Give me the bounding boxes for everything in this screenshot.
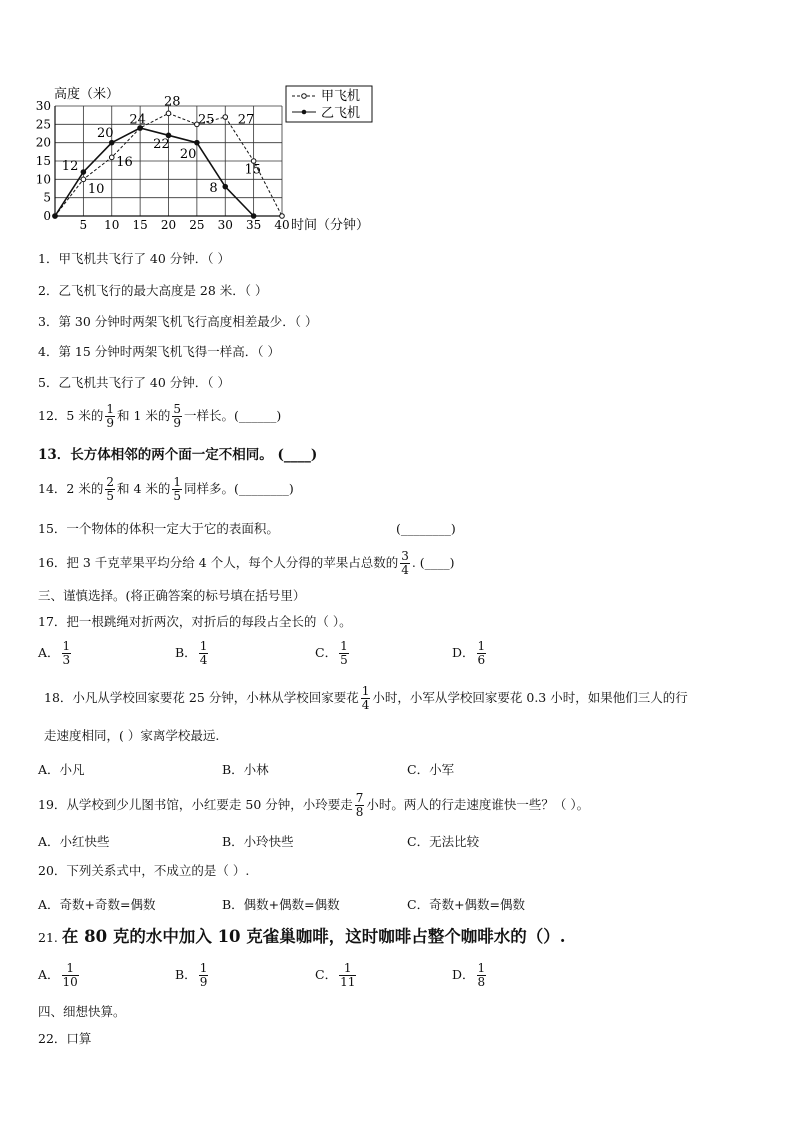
chart-legend [286, 86, 372, 122]
data-point-yi [195, 140, 200, 145]
question-16: 16．把 3 千克苹果平均分给 4 个人，每个人分得的苹果占总数的 $\frac{3}{4}$ . (____) [38, 549, 455, 577]
question-1: 1．甲飞机共飞行了 40 分钟．（ ） [38, 251, 231, 266]
y-tick-label: 10 [35, 172, 51, 187]
x-tick-label: 40 [274, 218, 290, 232]
x-tick-label: 20 [160, 218, 177, 232]
x-tick-label: 25 [189, 218, 205, 232]
question-13: 13．长方体相邻的两个面一定不相同。 (____) [38, 447, 318, 463]
q20-option-c: C．奇数+偶数=偶数 [407, 897, 526, 912]
q21-option-b: B． $\frac{1}{9}$ [175, 961, 208, 989]
q18-option-b: B．小林 [222, 762, 269, 777]
question-15-blank: (________) [396, 521, 456, 536]
data-point-jia [280, 214, 285, 219]
question-15: 15．一个物体的体积一定大于它的表面积。 [38, 521, 279, 536]
q17-option-b: B． $\frac{1}{4}$ [175, 639, 208, 667]
q18-option-c: C．小军 [407, 762, 455, 777]
x-tick-label: 15 [132, 218, 148, 232]
y-tick-label: 15 [35, 154, 51, 168]
q17-option-a: A． $\frac{1}{3}$ [38, 639, 71, 667]
point-value-label: 22 [153, 136, 170, 152]
question-5: 5．乙飞机共飞行了 40 分钟．（ ） [38, 375, 231, 390]
data-point-yi [223, 184, 228, 189]
y-tick-label: 5 [43, 190, 51, 205]
x-axis-label: 时间（分钟） [291, 218, 370, 233]
point-value-label: 12 [61, 158, 79, 174]
q18-option-a: A．小凡 [38, 762, 85, 777]
point-value-label: 24 [129, 112, 146, 128]
question-22: 22．口算 [38, 1031, 92, 1046]
point-value-label: 28 [163, 94, 181, 110]
altitude-line-chart [30, 84, 390, 236]
question-12: 12．5 米的 $\frac{1}{9}$ 和 1 米的 $\frac{5}{9}$ 一样长。(______) [38, 402, 282, 430]
x-tick-label: 35 [245, 218, 262, 232]
question-14: 14．2 米的 $\frac{2}{5}$ 和 4 米的 $\frac{1}{5}$ 同样多。(________) [38, 475, 294, 503]
data-point-jia [81, 177, 86, 182]
point-value-label: 15 [244, 162, 262, 178]
q19-option-c: C．无法比较 [407, 834, 480, 849]
fraction: $\frac{1}{4}$ [361, 684, 370, 712]
x-tick-label: 5 [79, 218, 88, 232]
question-21: 21. 在 80 克的水中加入 10 克雀巢咖啡，这时咖啡占整个咖啡水的（）. [38, 927, 566, 946]
question-18: 18．小凡从学校回家要花 25 分钟，小林从学校回家要花 $\frac{1}{4}$ 小时，小军从学校回家要花 0.3 小时，如果他们三人的行 [44, 684, 688, 712]
question-19: 19．从学校到少儿图书馆，小红要走 50 分钟，小玲要走 $\frac{7}{8}$ 小时。两人的行走速度谁快一些？（ ）。 [38, 791, 590, 819]
x-tick-label: 10 [104, 218, 120, 232]
data-point-jia [223, 115, 228, 120]
chart-point-labels [62, 94, 261, 197]
x-tick-label: 30 [217, 218, 233, 232]
fraction: $\frac{2}{5}$ [106, 475, 114, 503]
point-value-label: 16 [116, 155, 133, 171]
point-value-label: 20 [96, 126, 114, 142]
y-axis-label: 高度（米） [54, 87, 120, 102]
q17-option-c: C． $\frac{1}{5}$ [315, 639, 348, 667]
q21-option-c: C． $\frac{1}{11}$ [315, 961, 356, 989]
point-value-label: 25 [198, 112, 215, 128]
data-point-jia [166, 111, 171, 116]
question-20: 20．下列关系式中，不成立的是（ ）. [38, 863, 250, 878]
fraction: $\frac{1}{5}$ [173, 475, 182, 503]
q19-option-b: B．小玲快些 [222, 834, 294, 849]
q17-option-d: D． $\frac{1}{6}$ [452, 639, 486, 667]
fraction: $\frac{5}{9}$ [173, 402, 182, 430]
q19-option-a: A．小红快些 [38, 834, 110, 849]
data-point-yi [81, 170, 86, 175]
y-tick-label: 25 [35, 117, 51, 132]
point-value-label: 27 [237, 112, 255, 128]
section-4-heading: 四、细想快算。 [38, 1004, 126, 1019]
question-3: 3．第 30 分钟时两架飞机飞行高度相差最少．（ ） [38, 314, 318, 329]
y-tick-label: 0 [43, 209, 51, 223]
q21-option-d: D． $\frac{1}{8}$ [452, 961, 486, 989]
data-point-jia [109, 155, 114, 160]
point-value-label: 10 [87, 181, 105, 197]
data-point-yi [251, 214, 256, 219]
fraction: $\frac{3}{4}$ [401, 549, 409, 577]
fraction: $\frac{7}{8}$ [355, 791, 364, 819]
y-tick-label: 30 [35, 99, 51, 113]
data-point-yi [53, 214, 58, 219]
question-4: 4．第 15 分钟时两架飞机飞得一样高．（ ） [38, 344, 281, 359]
question-17: 17．把一根跳绳对折两次，对折后的每段占全长的（ ）。 [38, 614, 352, 629]
point-value-label: 20 [179, 147, 197, 163]
fraction: $\frac{1}{9}$ [106, 402, 114, 430]
legend-label-yi: 乙飞机 [321, 106, 361, 121]
q21-option-a: A． $\frac{1}{10}$ [38, 961, 78, 989]
q20-option-a: A．奇数+奇数=偶数 [38, 897, 156, 912]
legend-marker-yi [302, 110, 307, 115]
legend-label-jia: 甲飞机 [321, 89, 361, 104]
legend-marker-jia [302, 94, 307, 99]
question-18-line-2: 走速度相同，( ）家离学校最远. [44, 728, 220, 743]
question-2: 2．乙飞机飞行的最大高度是 28 米．（ ） [38, 283, 268, 298]
y-tick-label: 20 [35, 135, 51, 150]
section-3-heading: 三、谨慎选择。(将正确答案的标号填在括号里） [38, 588, 306, 603]
q20-option-b: B．偶数+偶数=偶数 [222, 897, 340, 912]
point-value-label: 8 [209, 180, 218, 196]
